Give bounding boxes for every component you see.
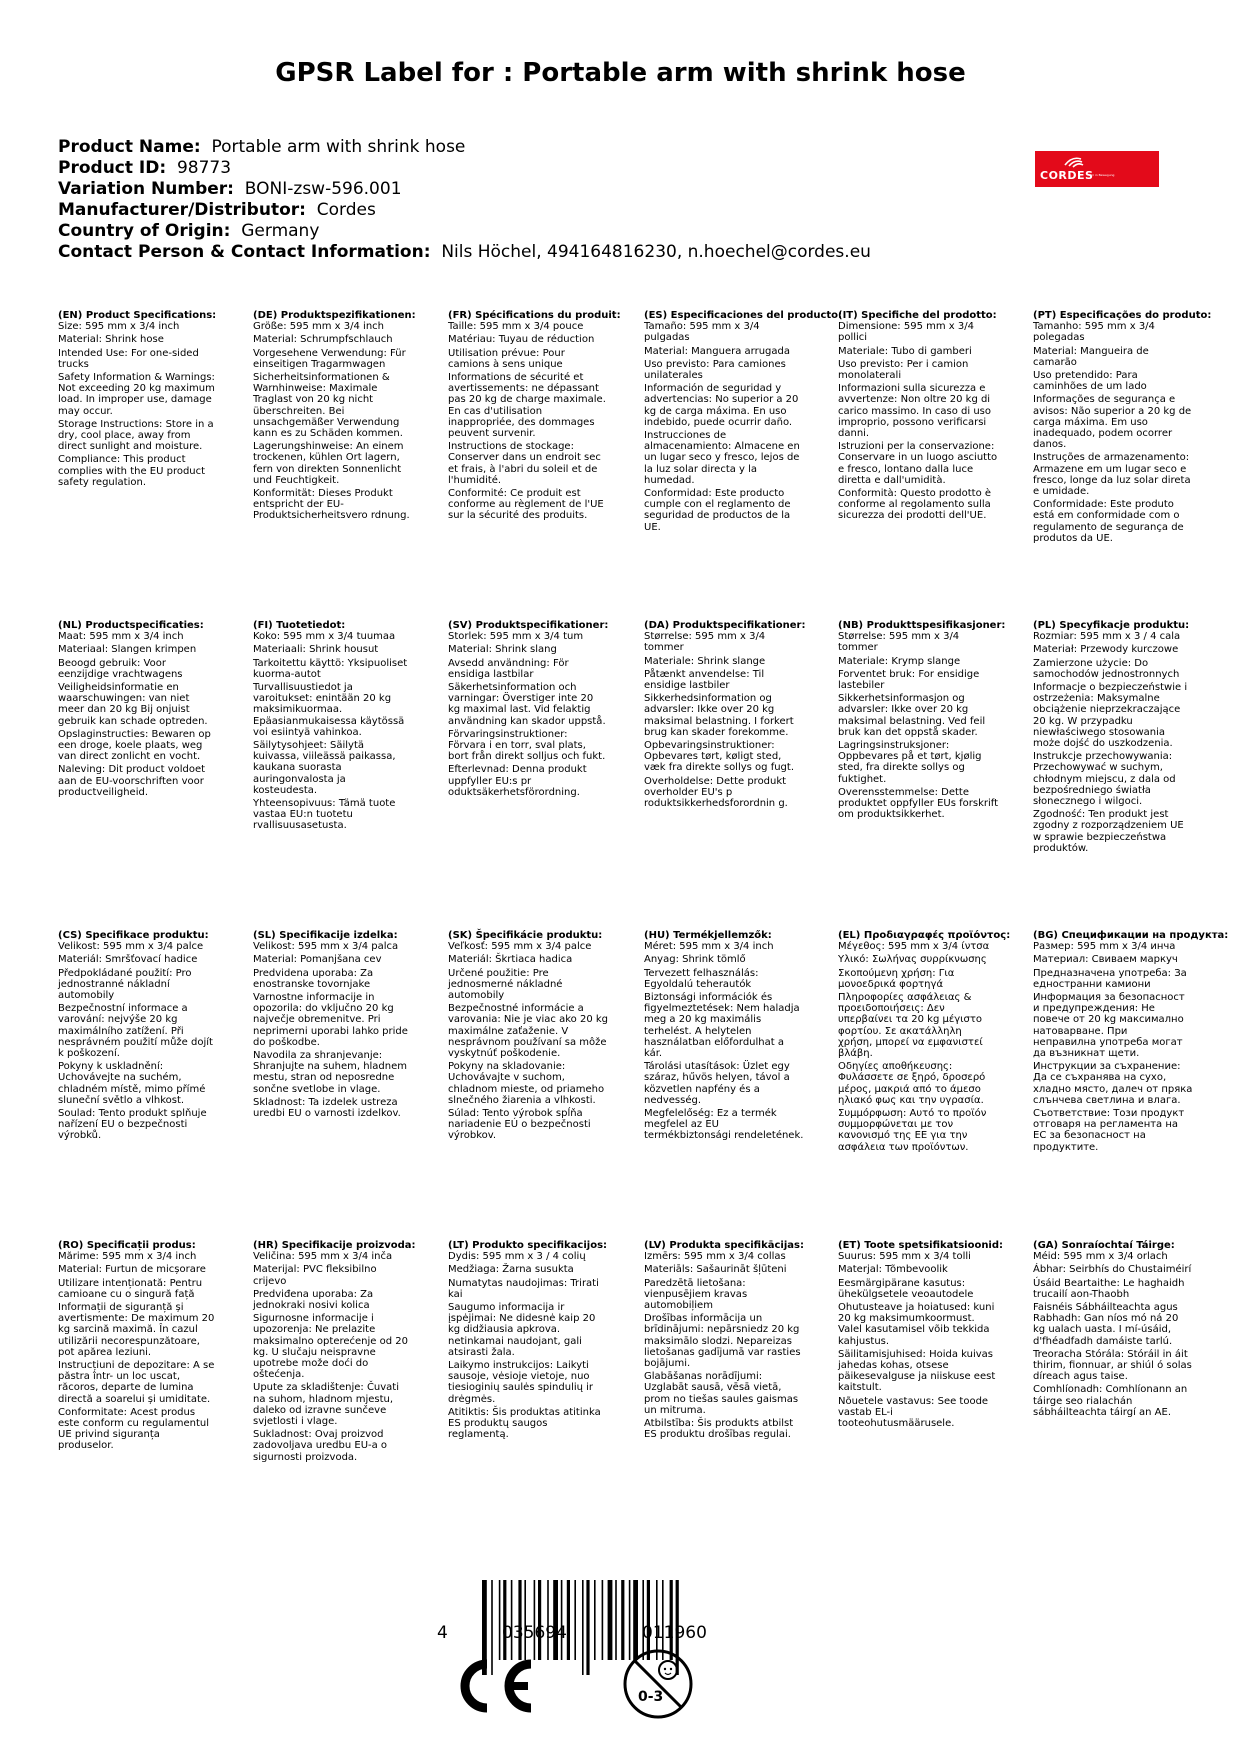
spec-line: Pokyny na skladovanie: Uchovávajte v suchom, chladnom mieste, od priameho slnečného žiarenia a vlhkosti. [448, 1061, 605, 1106]
spec-line: Conformidad: Este producto cumple con el reglamento de seguridad de productos de la UE. [644, 488, 791, 533]
spec-line: Predvidena uporaba: Za enostranske tovornjake [253, 967, 374, 990]
spec-line: Materijal: PVC fleksibilno crijevo [253, 1264, 377, 1287]
spec-line: Rozmiar: 595 mm x 3 / 4 cala [1033, 631, 1181, 643]
spec-block [58, 930, 218, 1144]
spec-line: Predviđena uporaba: Za jednokraki nosivi kolica [253, 1288, 374, 1312]
spec-line: Instrucțiuni de depozitare: A se păstra într- un loc uscat, răcoros, departe de lumina directă a soarelui și umiditate. [58, 1360, 215, 1405]
contact-row [58, 242, 871, 263]
spec-line: Zgodność: Ten produkt jest zgodny z rozporządzeniem UE w sprawie bezpieczeństwa produktów. [1033, 809, 1184, 854]
spec-line: Instrucciones de almacenamiento: Almacene en un lugar seco y fresco, lejos de la luz solar directa y la humedad. [644, 430, 800, 486]
barcode-bar [561, 1580, 563, 1660]
spec-line: Lagringsinstruksjoner: Oppbevares på et tørt, kjølig sted, fra direkte sollys og fuktighet. [838, 740, 982, 785]
spec-line: Veiligheidsinformatie en waarschuwingen: van niet meer dan 20 kg Bij onjuist gebruik kan schade optreden. [58, 682, 208, 727]
spec-line: Atbilstība: Šis produkts atbilst ES produktu drošības regulai. [644, 1418, 794, 1441]
spec-line: Påtænkt anvendelse: Til ensidige lastbiler [644, 668, 765, 692]
spec-line: Material: Mangueira de camarão [1033, 345, 1149, 368]
spec-block [644, 1240, 804, 1442]
spec-line: Material: Furtun de micșorare [58, 1264, 206, 1276]
spec-line: Utilisation prévue: Pour camions à sens unique [448, 347, 565, 370]
barcode-bar [586, 1580, 589, 1675]
spec-line: Material: Manguera arrugada [644, 345, 790, 357]
spec-line: Conformità: Questo prodotto è conforme al regolamento sulla sicurezza dei prodotti dell'UE. [838, 488, 992, 522]
ce-mark-icon [450, 1655, 535, 1717]
barcode-lead-digit: 4 [437, 1623, 448, 1643]
spec-line: Overholdelse: Dette produkt overholder EU's p roduktsikkerhedsforordnin g. [644, 775, 788, 810]
spec-line: Intended Use: For one-sided trucks [58, 347, 199, 370]
spec-line: Velikost: 595 mm x 3/4 palce [58, 941, 204, 953]
spec-line: Uso pretendido: Para caminhões de um lado [1033, 370, 1147, 393]
spec-heading: (ES) Especificaciones del producto: [644, 310, 843, 321]
variation-row [58, 179, 871, 200]
spec-line: Ábhar: Seirbhís do Chustaiméirí [1033, 1264, 1192, 1276]
spec-line: Størrelse: 595 mm x 3/4 tommer [838, 631, 960, 654]
spec-line: Conformitate: Acest produs este conform cu regulamentul UE privind siguranța produselor. [58, 1406, 209, 1452]
spec-line: Forventet bruk: For ensidige lastebiler [838, 668, 980, 692]
spec-heading: (ET) Toote spetsifikatsioonid: [838, 1240, 1004, 1251]
spec-line: Μέγεθος: 595 mm x 3/4 ίντσα [838, 941, 990, 953]
variation-value: BONI-zsw-596.001 [244, 179, 402, 199]
spec-line: Съответствие: Този продукт отговаря на регламента на ЕС за безопасност на продуктите. [1033, 1108, 1185, 1153]
barcode-bar [538, 1580, 541, 1660]
spec-block [448, 1240, 608, 1442]
spec-line: Laikymo instrukcijos: Laikyti sausoje, vėsioje vietoje, nuo tiesioginių saulės spindulių ir drėgmės. [448, 1360, 594, 1405]
spec-heading: (PT) Especificações do produto: [1033, 310, 1212, 321]
spec-line: Material: Shrink slang [448, 644, 557, 656]
barcode-bar [615, 1580, 617, 1660]
spec-heading: (DA) Produktspecifikationer: [644, 620, 806, 631]
spec-heading: (FI) Tuotetiedot: [253, 620, 346, 631]
spec-line: Material: Pomanjšana cev [253, 954, 382, 966]
spec-line: Drošības informācija un brīdinājumi: nepārsniedz 20 kg maksimālo slodzi. Nepareizas lietošanas gadījumā var rasties bojājumi. [644, 1313, 801, 1370]
spec-line: Säilytysohjeet: Säilytä kuivassa, viileässä paikassa, kaukana suorasta auringonvalosta ja kosteudesta. [253, 740, 396, 796]
spec-line: Sigurnosne informacije i upozorenja: Ne prelazite maksimalno opterećenje od 20 kg. U slučaju neispravne upotrebe može doći do oštećenja. [253, 1313, 408, 1381]
spec-block [644, 930, 804, 1144]
spec-line: Biztonsági információk és figyelmeztetések: Nem haladja meg a 20 kg maximális terhelést. A helytelen használatban előfordulhat a kár. [644, 992, 800, 1060]
spec-block [1033, 620, 1193, 856]
barcode-bar [503, 1580, 506, 1660]
spec-line: Istruzioni per la conservazione: Conservare in un luogo asciutto e fresco, lontano dalla luce diretta e dall'umidità. [838, 441, 998, 486]
spec-heading: (NL) Productspecificaties: [58, 620, 204, 631]
spec-block [253, 1240, 416, 1465]
spec-heading: (CS) Specifikace produktu: [58, 930, 209, 941]
spec-line: Materiál: Škrtiaca hadica [448, 954, 573, 966]
spec-line: Medžiaga: Žarna susukta [448, 1264, 574, 1276]
spec-heading: (HU) Termékjellemzők: [644, 930, 772, 941]
spec-line: Instrukcje przechowywania: Przechowywać w suchym, chłodnym miejscu, z dala od bezpośredniego światła słonecznego i wilgoci. [1033, 751, 1176, 808]
spec-line: Comhlíonadh: Comhlíonann an táirge seo rialachán sábháilteachta táirgí an AE. [1033, 1384, 1188, 1418]
spec-line: Tamanho: 595 mm x 3/4 polegadas [1033, 321, 1155, 344]
spec-line: Beoogd gebruik: Voor eenzijdige vrachtwagens [58, 657, 183, 680]
spec-line: Säilitamisjuhised: Hoida kuivas jahedas kohas, otsese päikesevalguse ja niiskuse eest kaitstult. [838, 1348, 996, 1394]
spec-block [838, 310, 998, 524]
spec-line: Numatytas naudojimas: Trirati kai [448, 1277, 599, 1300]
spec-line: Navodila za shranjevanje: Shranjujte na suhem, hladnem mestu, stran od neposredne sončne svetlobe in vlage. [253, 1050, 408, 1095]
manufacturer-row [58, 200, 871, 221]
spec-heading: (GA) Sonraíochtaí Táirge: [1033, 1240, 1175, 1251]
spec-line: Yhteensopivuus: Tämä tuote vastaa EU:n tuotetu rvallisuusasetusta. [253, 798, 396, 832]
spec-line: Informações de segurança e avisos: Não superior a 20 kg de carga máxima. Em uso inadequado, podem ocorrer danos. [1033, 394, 1192, 451]
spec-line: Materiale: Tubo di gamberi [838, 345, 972, 357]
spec-line: Utilizare intenționată: Pentru camioane cu o singură față [58, 1277, 203, 1300]
spec-line: Informazioni sulla sicurezza e avvertenze: Non oltre 20 kg di carico massimo. In caso di uso improprio, possono verificarsi danni. [838, 383, 991, 440]
spec-heading: (LT) Produkto specifikacijos: [448, 1240, 608, 1251]
barcode-bar [608, 1580, 613, 1660]
spec-line: Uso previsto: Para camiones unilaterales [644, 358, 786, 382]
spec-line: Zamierzone użycie: Do samochodów jednostronnych [1033, 657, 1180, 680]
spec-line: Tervezett felhasználás: Egyoldalú teherautók [644, 967, 759, 990]
spec-line: Materiale: Krymp slange [838, 655, 961, 667]
spec-line: Súlad: Tento výrobok spĺňa nariadenie EÚ o bezpečnosti výrobkov. [448, 1108, 591, 1142]
spec-line: Upute za skladištenje: Čuvati na suhom, hladnom mjestu, daleko od izravne sunčeve svjetlosti i vlage. [253, 1382, 400, 1428]
barcode-bar [518, 1580, 521, 1660]
spec-line: Tárolási utasítások: Üzlet egy száraz, hűvös helyen, távol a közvetlen napfény és a nedvesség. [644, 1061, 790, 1106]
spec-line: Paredzētā lietošana: vienpusējiem kravas automobiļiem [644, 1277, 748, 1312]
age-warning-icon [622, 1648, 694, 1720]
barcode-bar [524, 1580, 526, 1660]
spec-block [448, 310, 621, 524]
spec-line: Förvaringsinstruktioner: Förvara i en torr, sval plats, bort från direkt solljus och fukt. [448, 728, 606, 763]
spec-heading: (EN) Product Specifications: [58, 310, 217, 321]
manufacturer-label: Manufacturer/Distributor: [58, 200, 306, 220]
spec-heading: (HR) Specifikacije proizvoda: [253, 1240, 416, 1251]
spec-line: Informations de sécurité et avertissements: ne dépassant pas 20 kg de charge maximale. En cas d'utilisation inappropriée, des dommages peuvent survenir. [448, 372, 606, 440]
spec-line: Размер: 595 mm x 3/4 инча [1033, 941, 1176, 953]
spec-heading: (IT) Specifiche del prodotto: [838, 310, 997, 321]
spec-line: Conformidade: Este produto está em conformidade com o regulamento de segurança de produtos da UE. [1033, 499, 1184, 544]
spec-line: Nõuetele vastavus: See toode vastab EL-i tooteohutusmäärusele. [838, 1395, 989, 1430]
spec-line: Υλικό: Σωλήνας συρρίκνωσης [838, 954, 987, 966]
barcode-bar [602, 1580, 604, 1660]
spec-line: Conformité: Ce produit est conforme au règlement de l'UE sur la sécurité des produits. [448, 488, 604, 522]
barcode-right-digits: 011960 [642, 1623, 707, 1643]
spec-line: Konformität: Dieses Produkt entspricht der EU-Produktsicherheitsvero rdnung. [253, 488, 410, 522]
spec-line: Предназначена употреба: За едностранни камиони [1033, 967, 1187, 990]
spec-line: Předpokládané použití: Pro jednostranné nákladní automobily [58, 967, 192, 1002]
spec-line: Uso previsto: Per i camion monolaterali [838, 358, 969, 382]
spec-line: Úsáid Beartaithe: Le haghaidh trucailí aon-Thaobh [1033, 1277, 1185, 1300]
spec-heading: (SV) Produktspecifikationer: [448, 620, 609, 631]
spec-line: Sikkerhedsinformation og advarsler: Ikke over 20 kg maksimal belastning. I forkert brug kan skader forekomme. [644, 693, 794, 738]
spec-block [448, 620, 608, 800]
spec-line: Veľkosť: 595 mm x 3/4 palce [448, 941, 592, 953]
spec-heading: (DE) Produktspezifikationen: [253, 310, 416, 321]
spec-block [644, 310, 843, 535]
spec-block [644, 620, 804, 811]
spec-line: Størrelse: 595 mm x 3/4 tommer [644, 631, 766, 654]
barcode-bar [534, 1580, 536, 1660]
page-title: GPSR Label for : Portable arm with shrink hose [275, 58, 966, 88]
spec-line: Veličina: 595 mm x 3/4 inča [253, 1251, 393, 1263]
spec-line: Pokyny k uskladnění: Uchovávejte na suchém, chladném místě, mimo přímé sluneční světlo a vlhkost. [58, 1061, 206, 1106]
barcode-bar [567, 1580, 570, 1660]
spec-block [838, 1240, 1004, 1431]
spec-heading: (RO) Specificații produs: [58, 1240, 196, 1251]
barcode-left-digits: 035694 [502, 1623, 567, 1643]
origin-value: Germany [241, 221, 320, 241]
spec-line: Glabāšanas norādījumi: Uzglabāt sausā, vēsā vietā, prom no tiešas saules gaismas un mitruma. [644, 1371, 799, 1416]
spec-line: Informacje o bezpieczeństwie i ostrzeżenia: Maksymalne obciążenie nieprzekraczające 20 kg. W przypadku niewłaściwego stosowania może dojść do uszkodzenia. [1033, 682, 1188, 750]
barcode-bar [594, 1580, 596, 1660]
barcode-bar [574, 1580, 576, 1660]
spec-line: Safety Information & Warnings: Not exceeding 20 kg maximum load. In improper use, damage may occur. [58, 372, 215, 417]
spec-line: Taille: 595 mm x 3/4 pouce [448, 321, 584, 333]
barcode-bar [547, 1580, 549, 1660]
spec-line: Συμμόρφωση: Αυτό το προϊόν συμμορφώνεται με τον κανονισμό της ΕΕ για την ασφάλεια των προϊόντων. [838, 1108, 987, 1153]
spec-line: Avsedd användning: För ensidiga lastbilar [448, 657, 569, 680]
spec-heading: (PL) Specyfikacje produktu: [1033, 620, 1190, 631]
spec-line: Určené použitie: Pre jednosmerné nákladné automobily [448, 967, 563, 1002]
spec-heading: (SL) Specifikacije izdelka: [253, 930, 398, 941]
spec-line: Größe: 595 mm x 3/4 inch [253, 321, 385, 333]
spec-line: Πληροφορίες ασφάλειας & προειδοποιήσεις: Δεν υπερβαίνει τα 20 kg μέγιστο φορτίου. Σε ακατάλληλη χρήση, μπορεί να εμφανιστεί βλάβη. [838, 992, 983, 1060]
spec-line: Méid: 595 mm x 3/4 orlach [1033, 1251, 1168, 1263]
spec-line: Treoracha Stórála: Stóráil in áit thirim, fionnuar, ar shiúl ó solas díreach agus taise. [1033, 1348, 1192, 1383]
product-name-row [58, 137, 871, 158]
spec-block [1033, 1240, 1193, 1420]
spec-block [1033, 930, 1229, 1155]
barcode-bar [553, 1580, 558, 1660]
spec-heading: (EL) Προδιαγραφές προϊόντος: [838, 930, 1011, 941]
spec-line: Материал: Свиваем маркуч [1033, 954, 1178, 966]
spec-line: Dimensione: 595 mm x 3/4 pollici [838, 321, 974, 344]
spec-line: Materjal: Tõmbevoolik [838, 1264, 948, 1276]
spec-line: Ohutusteave ja hoiatused: kuni 20 kg maksimumkoormust. Valel kasutamisel võib tekkida kahjustus. [838, 1302, 995, 1347]
manufacturer-value: Cordes [316, 200, 376, 220]
spec-line: Maat: 595 mm x 3/4 inch [58, 631, 184, 643]
origin-label: Country of Origin: [58, 221, 231, 241]
spec-line: Materiaal: Slangen krimpen [58, 644, 197, 656]
product-id-value: 98773 [176, 158, 232, 178]
spec-line: Dydis: 595 mm x 3 / 4 colių [448, 1251, 586, 1263]
spec-line: Naleving: Dit product voldoet aan de EU-voorschriften voor productveiligheid. [58, 764, 206, 798]
spec-line: Información de seguridad y advertencias: No superior a 20 kg de carga máxima. En uso indebido, puede ocurrir daño. [644, 383, 799, 428]
spec-line: Sikkerhetsinformasjon og advarsler: Ikke over 20 kg maksimal belastning. Ved feil bruk kan det oppstå skader. [838, 693, 986, 738]
spec-line: Suurus: 595 mm x 3/4 tolli [838, 1251, 971, 1263]
spec-line: Faisnéis Sábháilteachta agus Rabhadh: Gan níos mó ná 20 kg ualach uasta. I mí-úsáid, d'fhéadfadh damáiste tarlú. [1033, 1302, 1179, 1347]
spec-line: Tamaño: 595 mm x 3/4 pulgadas [644, 321, 760, 344]
spec-heading: (FR) Spécifications du produit: [448, 310, 621, 321]
spec-line: Méret: 595 mm x 3/4 inch [644, 941, 774, 953]
spec-line: Saugumo informacija ir įspėjimai: Ne didesnė kaip 20 kg didžiausia apkrova. netinkamai naudojant, gali atsirasti žala. [448, 1302, 596, 1358]
spec-line: Οδηγίες αποθήκευσης: Φυλάσσετε σε ξηρό, δροσερό μέρος, μακριά από το άμεσο ηλιακό φως και την υγρασία. [838, 1061, 986, 1106]
product-info [58, 137, 871, 263]
spec-line: Инструкции за съхранение: Да се съхранява на сухо, хладно място, далеч от пряка слънчева светлина и влага. [1033, 1061, 1193, 1106]
spec-block [448, 930, 608, 1144]
spec-line: Bezpečnostné informácie a varovania: Nie je viac ako 20 kg maximálne zaťaženie. V nesprávnom používaní sa môže vyskytnúť poškodenie. [448, 1003, 608, 1060]
spec-heading: (LV) Produkta specifikācijas: [644, 1240, 804, 1251]
spec-line: Instruções de armazenamento: Armazene em um lugar seco e fresco, longe da luz solar direta e umidade. [1033, 452, 1191, 498]
spec-line: Efterlevnad: Denna produkt uppfyller EU:s pr oduktsäkerhetsförordning. [448, 764, 587, 798]
spec-line: Size: 595 mm x 3/4 inch [58, 321, 180, 333]
spec-line: Instructions de stockage: Conserver dans un endroit sec et frais, à l'abri du soleil et de l'humidité. [448, 441, 601, 486]
spec-line: Informații de siguranță și avertismente: De maximum 20 kg sarcină maximă. În cazul utilizării necorespunzătoare, pot apărea leziuni. [58, 1302, 215, 1358]
spec-line: Mărime: 595 mm x 3/4 inch [58, 1251, 197, 1263]
spec-line: Opbevaringsinstruktioner: Opbevares tørt, køligt sted, væk fra direkte sollys og fugt. [644, 740, 794, 774]
contact-label: Contact Person & Contact Information: [58, 242, 431, 262]
spec-line: Materiál: Smršťovací hadice [58, 954, 198, 966]
spec-line: Sukladnost: Ovaj proizvod zadovoljava uredbu EU-a o sigurnosti proizvoda. [253, 1429, 388, 1463]
spec-line: Materiale: Shrink slange [644, 655, 766, 667]
product-id-row [58, 158, 871, 179]
logo-text: CORDES [1040, 169, 1094, 182]
spec-line: Megfelelőség: Ez a termék megfelel az EU termékbiztonsági rendeletének. [644, 1108, 804, 1142]
spec-line: Materiaali: Shrink housut [253, 644, 379, 656]
cordes-logo [1035, 151, 1159, 187]
spec-line: Lagerungshinweise: An einem trockenen, kühlen Ort lagern, fern von direkten Sonnenlicht und Feuchtigkeit. [253, 441, 404, 486]
contact-value: Nils Höchel, 494164816230, n.hoechel@cordes.eu [441, 242, 871, 262]
spec-block [1033, 310, 1212, 546]
spec-line: Σκοπούμενη χρήση: Για μονοεδρικά φορτηγά [838, 967, 955, 990]
spec-line: Opslaginstructies: Bewaren op een droge, koele plaats, weg van direct zonlicht en vocht. [58, 728, 211, 763]
spec-line: Bezpečnostní informace a varování: nejvýše 20 kg maximálního zatížení. Při nesprávném použití může dojít k poškození. [58, 1003, 213, 1060]
spec-block [253, 620, 413, 834]
spec-line: Varnostne informacije in opozorila: do vključno 20 kg največje obremenitve. Pri neprimerni uporabi lahko pride do poškodbe. [253, 992, 408, 1048]
spec-block [253, 930, 413, 1121]
variation-label: Variation Number: [58, 179, 234, 199]
spec-line: Material: Shrink hose [58, 334, 164, 346]
age-range-text: 0-3 [638, 1689, 664, 1705]
spec-block [58, 1240, 218, 1454]
spec-line: Material: Schrumpfschlauch [253, 334, 393, 346]
barcode-bar [499, 1580, 501, 1660]
spec-block [838, 930, 1011, 1155]
spec-block [253, 310, 416, 524]
spec-heading: (BG) Спецификации на продукта: [1033, 930, 1229, 941]
spec-line: Säkerhetsinformation och varningar: Överstiger inte 20 kg maximal last. Vid felaktig användning kan skador uppstå. [448, 682, 606, 727]
spec-heading: (NB) Produkttspesifikasjoner: [838, 620, 1006, 631]
spec-line: Materiāls: Sašaurināt šļūteni [644, 1264, 787, 1276]
logo-tagline: Wir in Bewegung [1089, 173, 1115, 177]
origin-row [58, 221, 871, 242]
spec-line: Storage Instructions: Store in a dry, cool place, away from direct sunlight and moisture. [58, 418, 214, 453]
product-name-value: Portable arm with shrink hose [211, 137, 466, 157]
spec-line: Overensstemmelse: Dette produktet oppfyller EUs forskrift om produktsikkerhet. [838, 786, 999, 821]
spec-line: Turvallisuustiedot ja varoitukset: enintään 20 kg maksimikuormaa. Epäasianmukaisessa käytössä voi esiintyä vahinkoa. [253, 682, 405, 738]
spec-block [58, 310, 218, 490]
spec-line: Tarkoitettu käyttö: Yksipuoliset kuorma-autot [253, 657, 408, 680]
barcode-bar [582, 1580, 584, 1675]
spec-line: Sicherheitsinformationen & Warnhinweise: Maximale Traglast von 20 kg nicht überschreiten. Bei unsachgemäßer Verwendung kann es zu Schäden kommen. [253, 372, 403, 440]
spec-line: Koko: 595 mm x 3/4 tuumaa [253, 631, 396, 643]
spec-line: Skladnost: Ta izdelek ustreza uredbi EU o varnosti izdelkov. [253, 1096, 401, 1120]
spec-line: Anyag: Shrink tömlő [644, 954, 746, 966]
spec-line: Izmērs: 595 mm x 3/4 collas [644, 1251, 786, 1263]
spec-line: Matériau: Tuyau de réduction [448, 334, 595, 346]
spec-block [838, 620, 1006, 822]
barcode-bar [511, 1580, 513, 1660]
spec-line: Eesmärgipärane kasutus: ühekülgsetele veoautodele [838, 1277, 974, 1300]
spec-line: Storlek: 595 mm x 3/4 tum [448, 631, 584, 643]
spec-line: Velikost: 595 mm x 3/4 palca [253, 941, 399, 953]
spec-line: Atitiktis: Šis produktas atitinka ES produktų saugos reglamentą. [448, 1406, 601, 1441]
spec-line: Soulad: Tento produkt splňuje nařízení EU o bezpečnosti výrobků. [58, 1108, 207, 1142]
spec-line: Compliance: This product complies with the EU product safety regulation. [58, 454, 206, 488]
spec-heading: (SK) Špecifikácie produktu: [448, 930, 603, 941]
product-name-label: Product Name: [58, 137, 201, 157]
spec-line: Materiał: Przewody kurczowe [1033, 644, 1179, 656]
product-id-label: Product ID: [58, 158, 167, 178]
spec-line: Информация за безопасност и предупреждения: Не повече от 20 kg максимално натоварване. При неправилна употреба могат да възникнат щети. [1033, 992, 1185, 1060]
spec-line: Vorgesehene Verwendung: Für einseitigen Tragarmwagen [253, 347, 406, 370]
spec-block [58, 620, 218, 800]
